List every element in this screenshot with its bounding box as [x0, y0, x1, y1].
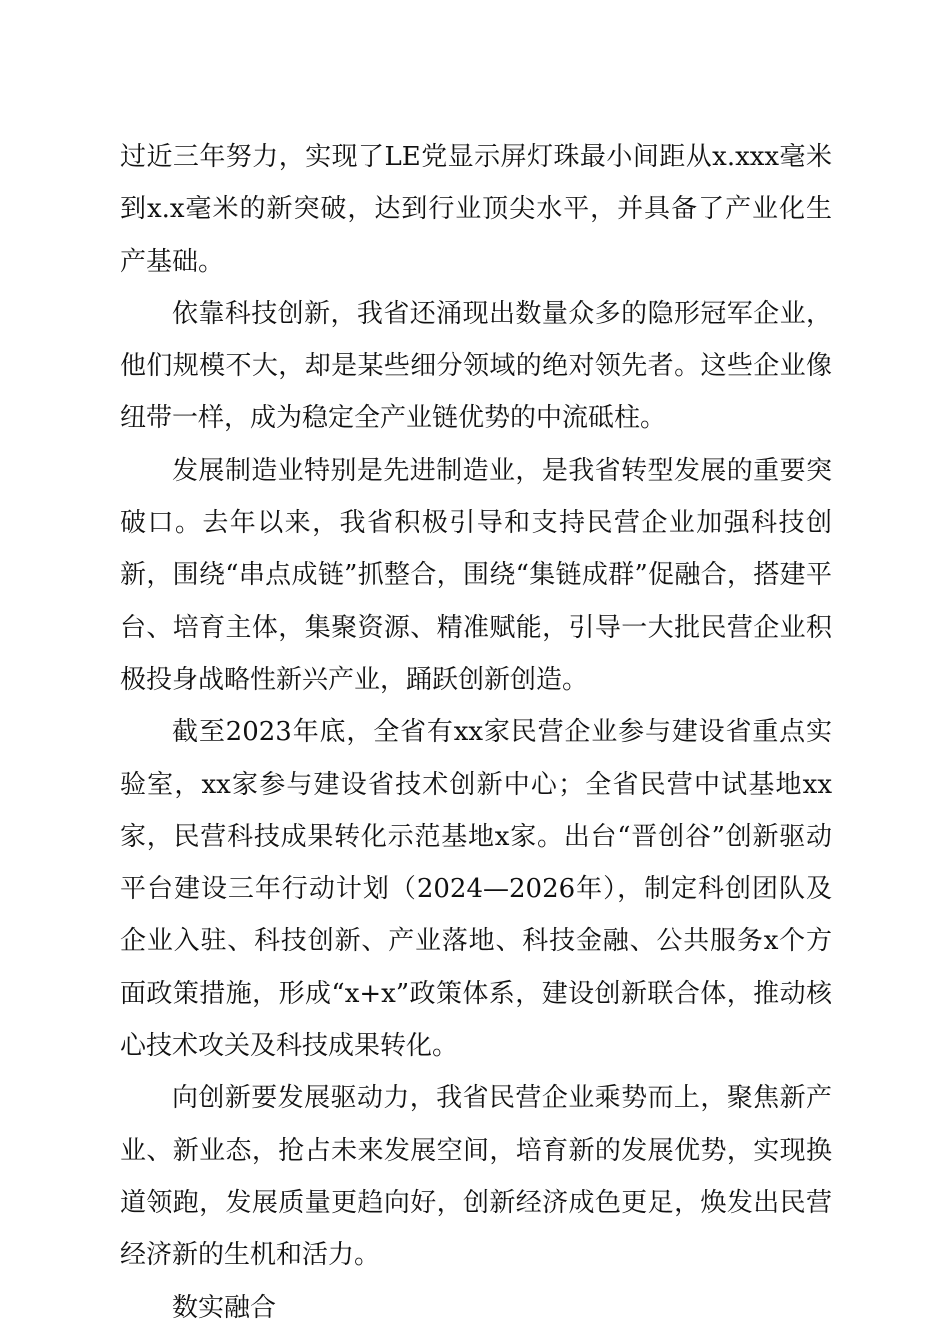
- paragraph: 向创新要发展驱动力，我省民营企业乘势而上，聚焦新产业、新业态，抢占未来发展空间，培育新的发展优势，实现换道领跑，发展质量更趋向好，创新经济成色更足，焕发出民营经济新的生机和活力。: [120, 1083, 832, 1271]
- paragraph: 发展制造业特别是先进制造业，是我省转型发展的重要突破口。去年以来，我省积极引导和支持民营企业加强科技创新，围绕“串点成链”抓整合，围绕“集链成群”促融合，搭建平台、培育主体，集聚资源、精准赋能，引导一大批民营企业积极投身战略性新兴产业，踊跃创新创造。: [120, 455, 832, 695]
- paragraph-continued: 过近三年努力，实现了LE党显示屏灯珠最小间距从x.xxx毫米到x.x毫米的新突破，达到行业顶尖水平，并具备了产业化生产基础。: [120, 142, 832, 277]
- section-heading: 数实融合: [172, 1292, 277, 1323]
- paragraph: 截至2023年底，全省有xx家民营企业参与建设省重点实验室，xx家参与建设省技术创新中心；全省民营中试基地xx家，民营科技成果转化示范基地x家。出台“晋创谷”创新驱动平台建设三年行动计划（2024—2026年），制定科创团队及企业入驻、科技创新、产业落地、科技金融、公共服务x个方面政策措施，形成“x+x”政策体系，建设创新联合体，推动核心技术攻关及科技成果转化。: [120, 717, 832, 1062]
- paragraph: 依靠科技创新，我省还涌现出数量众多的隐形冠军企业，他们规模不大，却是某些细分领域的绝对领先者。这些企业像纽带一样，成为稳定全产业链优势的中流砥柱。: [120, 298, 832, 434]
- document-body: [120, 131, 832, 1334]
